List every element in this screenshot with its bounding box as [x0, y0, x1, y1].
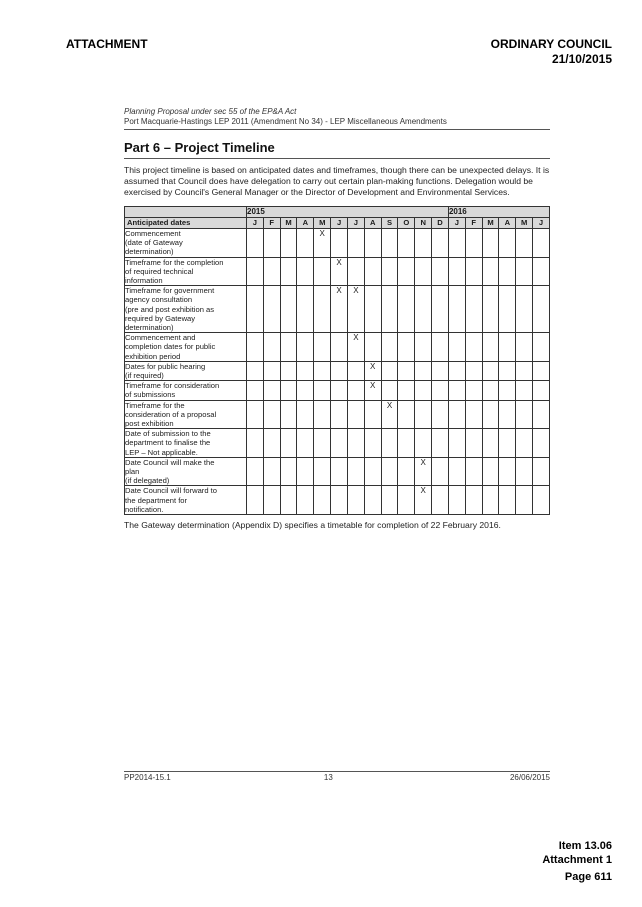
timeline-cell	[398, 381, 415, 400]
timeline-cell	[381, 229, 398, 258]
timeline-cell	[314, 429, 331, 458]
timeline-cell	[381, 486, 398, 515]
timeline-cell	[247, 257, 264, 286]
timeline-cell	[247, 229, 264, 258]
timeline-cell	[516, 429, 533, 458]
timeline-cell	[347, 333, 364, 362]
timeline-cell	[516, 381, 533, 400]
project-timeline-table	[124, 206, 550, 515]
timeline-cell	[331, 400, 348, 429]
task-label-line: the department for	[125, 495, 188, 505]
timeline-task-label	[125, 286, 247, 333]
timeline-cell	[499, 229, 516, 258]
timeline-cell	[247, 429, 264, 458]
timeline-cell	[516, 361, 533, 380]
timeline-cell	[448, 457, 465, 486]
timeline-cell	[331, 286, 348, 333]
timeline-cell	[347, 486, 364, 515]
timeline-cell	[263, 229, 280, 258]
timeline-task-label	[125, 457, 247, 486]
timeline-cell	[465, 429, 482, 458]
timeline-cell	[247, 333, 264, 362]
timeline-cell	[381, 381, 398, 400]
timeline-cell	[263, 333, 280, 362]
timeline-cell	[482, 333, 499, 362]
month-header: A	[499, 218, 516, 229]
task-label-line: Timeframe for government	[125, 286, 215, 296]
timeline-cell	[499, 457, 516, 486]
month-header: D	[432, 218, 449, 229]
timeline-cell	[297, 457, 314, 486]
timeline-cell	[499, 333, 516, 362]
timeline-cell	[280, 429, 297, 458]
timeline-mark: X	[420, 486, 426, 496]
timeline-body	[125, 229, 550, 515]
table-row	[125, 333, 550, 362]
timeline-cell	[415, 429, 432, 458]
timeline-cell	[364, 457, 381, 486]
task-label-line: required by Gateway	[125, 313, 196, 323]
timeline-cell	[415, 229, 432, 258]
timeline-cell	[263, 286, 280, 333]
timeline-cell	[347, 381, 364, 400]
timeline-cell	[448, 333, 465, 362]
task-label-line: post exhibition	[125, 419, 174, 429]
timeline-task-label	[125, 429, 247, 458]
year-header-blank	[125, 207, 247, 218]
timeline-cell	[247, 457, 264, 486]
timeline-cell	[297, 400, 314, 429]
timeline-cell	[448, 381, 465, 400]
timeline-cell	[516, 333, 533, 362]
timeline-cell	[482, 286, 499, 333]
divider	[124, 129, 550, 130]
month-header: J	[331, 218, 348, 229]
task-label-line: Timeframe for the	[125, 400, 185, 410]
timeline-cell	[331, 457, 348, 486]
section-title: Part 6 – Project Timeline	[124, 140, 275, 155]
timeline-cell	[247, 381, 264, 400]
timeline-cell	[314, 486, 331, 515]
timeline-cell	[465, 286, 482, 333]
timeline-cell	[482, 229, 499, 258]
year-header-row	[125, 207, 550, 218]
task-label-line: consideration of a proposal	[125, 409, 217, 419]
timeline-cell	[314, 400, 331, 429]
timeline-cell	[415, 257, 432, 286]
timeline-cell	[331, 429, 348, 458]
timeline-cell	[533, 429, 550, 458]
table-row	[125, 457, 550, 486]
timeline-cell	[331, 361, 348, 380]
footer-page-number: 13	[323, 773, 333, 782]
timeline-cell	[432, 229, 449, 258]
timeline-cell	[398, 486, 415, 515]
task-label-line: (if required)	[125, 371, 164, 381]
timeline-cell	[482, 400, 499, 429]
timeline-cell	[482, 457, 499, 486]
meeting-date: 21/10/2015	[551, 52, 612, 66]
timeline-mark: X	[336, 257, 342, 267]
timeline-cell	[314, 229, 331, 258]
timeline-cell	[247, 486, 264, 515]
timeline-cell	[297, 229, 314, 258]
timeline-cell	[516, 400, 533, 429]
timeline-cell	[499, 429, 516, 458]
task-label-line: (pre and post exhibition as	[125, 304, 215, 314]
month-header: J	[448, 218, 465, 229]
timeline-cell	[516, 486, 533, 515]
timeline-cell	[347, 361, 364, 380]
timeline-mark: X	[336, 286, 342, 296]
timeline-cell	[314, 257, 331, 286]
timeline-cell	[499, 400, 516, 429]
footer-rule	[124, 771, 550, 772]
timeline-cell	[297, 361, 314, 380]
timeline-cell	[482, 429, 499, 458]
anticipated-dates-header: Anticipated dates	[125, 218, 247, 229]
divider	[124, 158, 550, 159]
timeline-cell	[347, 257, 364, 286]
timeline-cell	[381, 361, 398, 380]
month-header: M	[314, 218, 331, 229]
timeline-cell	[381, 257, 398, 286]
timeline-cell	[448, 257, 465, 286]
timeline-cell	[448, 361, 465, 380]
timeline-cell	[465, 486, 482, 515]
timeline-cell	[415, 400, 432, 429]
month-header: F	[465, 218, 482, 229]
timeline-cell	[263, 486, 280, 515]
timeline-cell	[398, 457, 415, 486]
timeline-cell	[398, 229, 415, 258]
month-header: M	[280, 218, 297, 229]
timeline-cell	[364, 361, 381, 380]
timeline-cell	[364, 429, 381, 458]
timeline-cell	[347, 457, 364, 486]
timeline-cell	[297, 486, 314, 515]
timeline-cell	[533, 381, 550, 400]
timeline-cell	[364, 400, 381, 429]
timeline-task-label	[125, 229, 247, 258]
timeline-cell	[415, 333, 432, 362]
timeline-cell	[247, 286, 264, 333]
timeline-cell	[347, 229, 364, 258]
task-label-line: of submissions	[125, 390, 176, 400]
timeline-cell	[247, 361, 264, 380]
timeline-cell	[516, 229, 533, 258]
month-header: O	[398, 218, 415, 229]
timeline-cell	[297, 286, 314, 333]
timeline-cell	[448, 486, 465, 515]
timeline-cell	[381, 429, 398, 458]
meeting-name: ORDINARY COUNCIL	[490, 37, 612, 51]
timeline-cell	[280, 286, 297, 333]
timeline-cell	[516, 257, 533, 286]
timeline-cell	[533, 400, 550, 429]
timeline-cell	[415, 381, 432, 400]
month-header: A	[297, 218, 314, 229]
timeline-cell	[533, 229, 550, 258]
timeline-cell	[297, 333, 314, 362]
timeline-cell	[280, 229, 297, 258]
month-header: A	[364, 218, 381, 229]
month-header: M	[482, 218, 499, 229]
timeline-cell	[448, 429, 465, 458]
timeline-task-label	[125, 333, 247, 362]
item-number: Item 13.06	[558, 840, 612, 852]
timeline-cell	[432, 486, 449, 515]
item-reference	[542, 839, 612, 867]
timeline-cell	[263, 429, 280, 458]
timeline-cell	[482, 361, 499, 380]
timeline-cell	[263, 400, 280, 429]
intro-paragraph: This project timeline is based on anticipated dates and timeframes, though there can be unexpected delays. It is assumed that Council does have delegation to carry out certain plan-making functions. Delegation would be exercised by Council's General Manager or the Director of Development and Environmental Services.	[124, 165, 550, 197]
task-label-line: Commencement and	[125, 333, 196, 343]
task-label-line: Date Council will forward to	[125, 486, 218, 496]
task-label-line: determination)	[125, 247, 174, 257]
timeline-cell	[448, 229, 465, 258]
table-row	[125, 257, 550, 286]
timeline-cell	[465, 361, 482, 380]
timeline-cell	[280, 361, 297, 380]
timeline-cell	[432, 286, 449, 333]
table-row	[125, 229, 550, 258]
gateway-note: The Gateway determination (Appendix D) specifies a timetable for completion of 22 February 2016.	[124, 520, 501, 531]
table-row	[125, 486, 550, 515]
timeline-cell	[398, 333, 415, 362]
timeline-cell	[280, 486, 297, 515]
timeline-mark: X	[353, 286, 359, 296]
timeline-cell	[499, 361, 516, 380]
council-page-number: Page 611	[564, 871, 612, 883]
timeline-cell	[263, 361, 280, 380]
timeline-cell	[448, 286, 465, 333]
month-header: J	[247, 218, 264, 229]
doc-subtitle-2: Port Macquarie-Hastings LEP 2011 (Amendment No 34) - LEP Miscellaneous Amendments	[124, 117, 447, 126]
timeline-cell	[280, 457, 297, 486]
task-label-line: Timeframe for consideration	[125, 381, 220, 391]
timeline-cell	[381, 400, 398, 429]
timeline-cell	[516, 286, 533, 333]
timeline-task-label	[125, 381, 247, 400]
timeline-mark: X	[353, 333, 359, 343]
timeline-cell	[263, 381, 280, 400]
task-label-line: of required technical	[125, 266, 194, 276]
timeline-cell	[415, 361, 432, 380]
task-label-line: Timeframe for the completion	[125, 257, 224, 267]
task-label-line: Date Council will make the	[125, 457, 215, 467]
task-label-line: agency consultation	[125, 295, 193, 305]
table-row	[125, 429, 550, 458]
timeline-cell	[314, 286, 331, 333]
timeline-cell	[432, 361, 449, 380]
timeline-mark: X	[319, 229, 325, 238]
timeline-cell	[499, 381, 516, 400]
timeline-cell	[465, 457, 482, 486]
timeline-cell	[432, 400, 449, 429]
task-label-line: determination)	[125, 323, 174, 333]
timeline-cell	[314, 457, 331, 486]
timeline-cell	[280, 400, 297, 429]
month-header: S	[381, 218, 398, 229]
timeline-cell	[347, 400, 364, 429]
timeline-cell	[398, 286, 415, 333]
task-label-line: (date of Gateway	[125, 238, 183, 248]
timeline-cell	[381, 333, 398, 362]
task-label-line: (if delegated)	[125, 476, 170, 486]
task-label-line: completion dates for public	[125, 342, 216, 352]
timeline-cell	[499, 486, 516, 515]
timeline-cell	[533, 333, 550, 362]
attachment-number: Attachment 1	[542, 854, 612, 866]
timeline-cell	[432, 457, 449, 486]
timeline-cell	[499, 286, 516, 333]
month-header-row	[125, 218, 550, 229]
timeline-cell	[364, 286, 381, 333]
timeline-cell	[448, 400, 465, 429]
timeline-cell	[314, 381, 331, 400]
month-header: F	[263, 218, 280, 229]
timeline-cell	[364, 486, 381, 515]
timeline-cell	[280, 333, 297, 362]
timeline-cell	[499, 257, 516, 286]
timeline-cell	[533, 457, 550, 486]
timeline-cell	[331, 486, 348, 515]
timeline-cell	[482, 486, 499, 515]
timeline-cell	[280, 257, 297, 286]
timeline-cell	[398, 400, 415, 429]
timeline-cell	[314, 333, 331, 362]
timeline-cell	[415, 286, 432, 333]
timeline-cell	[398, 361, 415, 380]
timeline-cell	[381, 286, 398, 333]
task-label-line: department to finalise the	[125, 438, 211, 448]
year-header-2015: 2015	[247, 207, 449, 218]
timeline-cell	[381, 457, 398, 486]
task-label-line: plan	[125, 467, 140, 477]
timeline-cell	[465, 400, 482, 429]
task-label-line: LEP – Not applicable.	[125, 447, 198, 457]
timeline-cell	[297, 381, 314, 400]
timeline-task-label	[125, 400, 247, 429]
table-row	[125, 361, 550, 380]
timeline-cell	[465, 229, 482, 258]
timeline-cell	[432, 333, 449, 362]
doc-subtitle-1: Planning Proposal under sec 55 of the EP&A Act	[124, 107, 297, 116]
timeline-mark: X	[420, 457, 426, 467]
timeline-cell	[280, 381, 297, 400]
timeline-cell	[465, 381, 482, 400]
timeline-cell	[533, 486, 550, 515]
timeline-cell	[247, 400, 264, 429]
timeline-cell	[516, 457, 533, 486]
timeline-mark: X	[370, 361, 376, 371]
timeline-cell	[347, 429, 364, 458]
timeline-cell	[432, 429, 449, 458]
timeline-cell	[364, 229, 381, 258]
timeline-cell	[364, 257, 381, 286]
timeline-cell	[331, 257, 348, 286]
timeline-cell	[331, 381, 348, 400]
task-label-line: exhibition period	[125, 351, 181, 361]
timeline-cell	[533, 257, 550, 286]
timeline-cell	[432, 381, 449, 400]
timeline-cell	[432, 257, 449, 286]
table-row	[125, 381, 550, 400]
task-label-line: information	[125, 276, 163, 286]
timeline-cell	[297, 429, 314, 458]
timeline-cell	[398, 429, 415, 458]
header-attachment-label: ATTACHMENT	[66, 37, 148, 51]
timeline-task-label	[125, 257, 247, 286]
timeline-cell	[398, 257, 415, 286]
timeline-cell	[415, 486, 432, 515]
table-row	[125, 400, 550, 429]
month-header: N	[415, 218, 432, 229]
timeline-cell	[465, 333, 482, 362]
page-footer	[124, 771, 550, 782]
timeline-mark: X	[386, 400, 393, 410]
timeline-cell	[364, 333, 381, 362]
footer-date: 26/06/2015	[509, 773, 550, 782]
timeline-cell	[482, 381, 499, 400]
timeline-cell	[314, 361, 331, 380]
timeline-cell	[533, 361, 550, 380]
timeline-mark: X	[370, 381, 376, 391]
timeline-cell	[482, 257, 499, 286]
document-page	[124, 107, 550, 531]
timeline-cell	[364, 381, 381, 400]
task-label-line: Dates for public hearing	[125, 361, 206, 371]
header-meeting-info	[491, 37, 612, 67]
timeline-cell	[263, 457, 280, 486]
timeline-cell	[331, 333, 348, 362]
month-header: J	[347, 218, 364, 229]
timeline-cell	[263, 257, 280, 286]
year-header-2016: 2016	[448, 207, 549, 218]
task-label-line: Commencement	[125, 229, 181, 238]
timeline-task-label	[125, 361, 247, 380]
timeline-cell	[533, 286, 550, 333]
month-header: M	[516, 218, 533, 229]
footer-doc-ref: PP2014-15.1	[124, 773, 171, 782]
timeline-cell	[297, 257, 314, 286]
timeline-cell	[465, 257, 482, 286]
table-row	[125, 286, 550, 333]
timeline-task-label	[125, 486, 247, 515]
timeline-cell	[331, 229, 348, 258]
month-header: J	[533, 218, 550, 229]
timeline-cell	[347, 286, 364, 333]
timeline-cell	[415, 457, 432, 486]
task-label-line: Date of submission to the	[125, 429, 211, 439]
task-label-line: notification.	[125, 504, 164, 514]
